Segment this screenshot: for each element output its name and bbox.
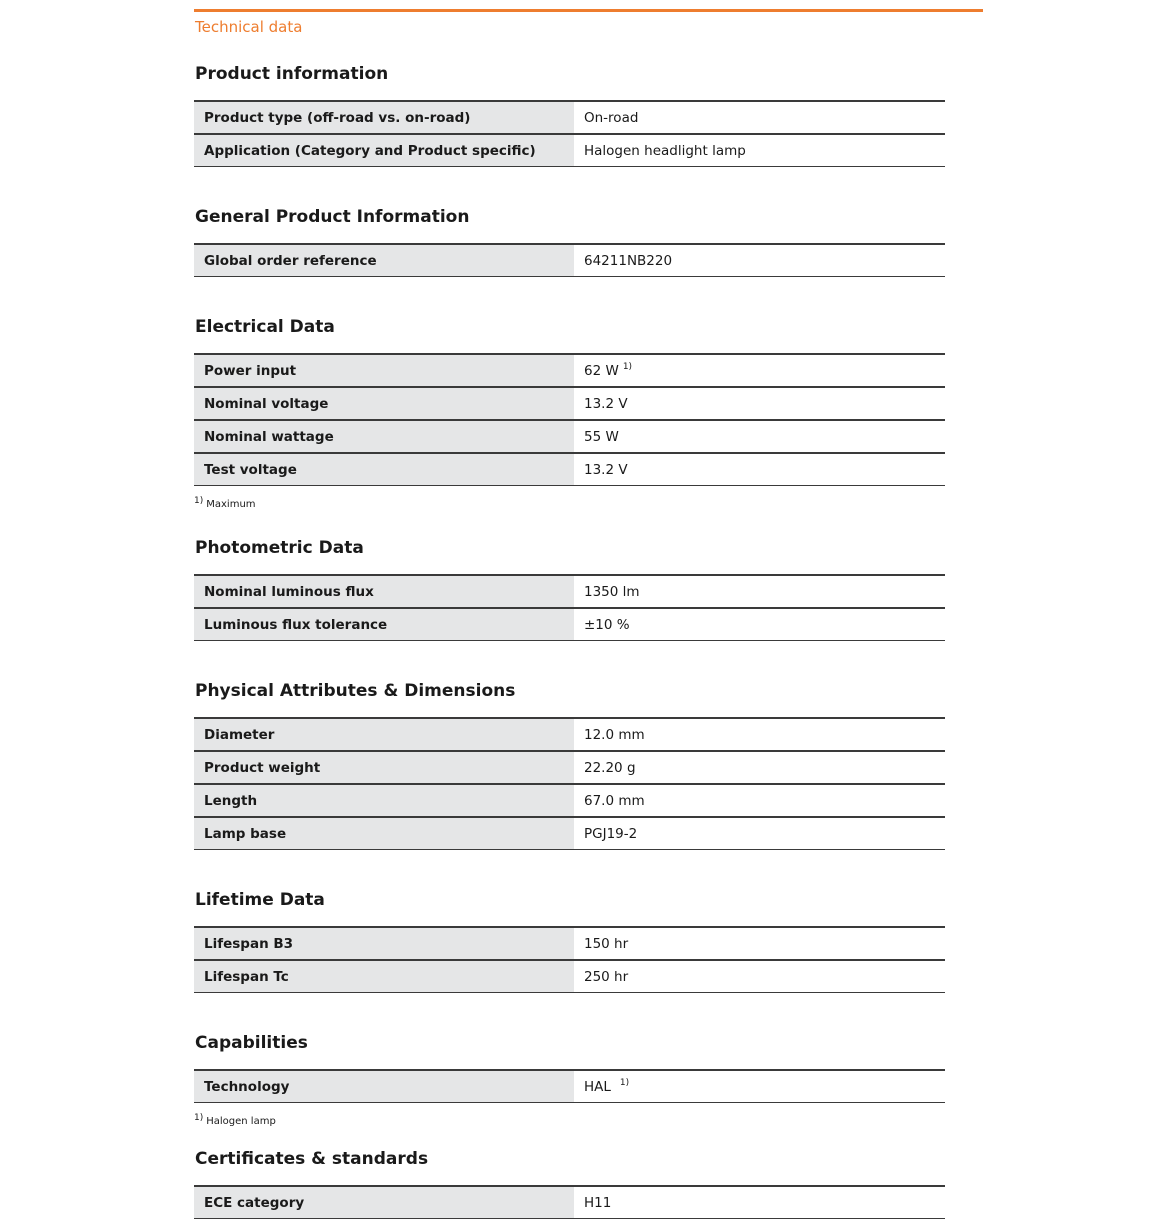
spec-label: Product weight xyxy=(194,751,574,784)
footnote-mark: 1) xyxy=(194,1113,204,1123)
spec-table xyxy=(194,100,945,167)
footnote-ref: 1) xyxy=(622,362,633,372)
spec-table xyxy=(194,926,945,993)
spec-table xyxy=(194,243,945,277)
table-row xyxy=(194,1186,945,1219)
technical-data-content xyxy=(194,62,945,1219)
spec-table xyxy=(194,717,945,850)
spec-label: Length xyxy=(194,784,574,817)
footnote xyxy=(194,1113,945,1127)
spec-value: 22.20 g xyxy=(574,751,945,784)
page-title: Technical data xyxy=(195,18,303,36)
accent-divider xyxy=(194,9,983,12)
spec-value: H11 xyxy=(574,1186,945,1219)
table-row xyxy=(194,244,945,277)
spec-value: 12.0 mm xyxy=(574,718,945,751)
table-row xyxy=(194,387,945,420)
spec-value: 64211NB220 xyxy=(574,244,945,277)
table-row xyxy=(194,453,945,486)
table-row xyxy=(194,608,945,641)
table-row xyxy=(194,927,945,960)
spec-label: Application (Category and Product specific) xyxy=(194,134,574,167)
spec-label: Technology xyxy=(194,1070,574,1103)
table-row xyxy=(194,718,945,751)
spec-label: ECE category xyxy=(194,1186,574,1219)
spec-label: Lamp base xyxy=(194,817,574,850)
footnote-text: Maximum xyxy=(206,499,256,510)
spec-label: Lifespan B3 xyxy=(194,927,574,960)
spec-value: On-road xyxy=(574,101,945,134)
section-capabilities xyxy=(194,1031,945,1127)
table-row xyxy=(194,101,945,134)
spec-label: Nominal voltage xyxy=(194,387,574,420)
table-row xyxy=(194,420,945,453)
table-row xyxy=(194,751,945,784)
section-physical-attributes xyxy=(194,679,945,850)
spec-table xyxy=(194,1069,945,1103)
spec-label: Nominal wattage xyxy=(194,420,574,453)
spec-table xyxy=(194,353,945,486)
spec-table xyxy=(194,574,945,641)
section-title: Electrical Data xyxy=(195,317,335,337)
section-lifetime-data xyxy=(194,888,945,993)
spec-label: Nominal luminous flux xyxy=(194,575,574,608)
spec-value: 13.2 V xyxy=(574,387,945,420)
section-electrical-data xyxy=(194,315,945,510)
section-product-information xyxy=(194,62,945,167)
spec-label: Diameter xyxy=(194,718,574,751)
spec-value xyxy=(574,354,945,387)
footnote-text: Halogen lamp xyxy=(206,1116,276,1127)
spec-value: 13.2 V xyxy=(574,453,945,486)
table-row xyxy=(194,575,945,608)
section-photometric-data xyxy=(194,536,945,641)
spec-value: 150 hr xyxy=(574,927,945,960)
spec-label: Test voltage xyxy=(194,453,574,486)
spec-label: Lifespan Tc xyxy=(194,960,574,993)
spec-value xyxy=(574,1070,945,1103)
table-row xyxy=(194,784,945,817)
spec-value: 1350 lm xyxy=(574,575,945,608)
section-title: Photometric Data xyxy=(195,538,364,558)
spec-value: 55 W xyxy=(574,420,945,453)
spec-value: PGJ19-2 xyxy=(574,817,945,850)
spec-label: Power input xyxy=(194,354,574,387)
table-row xyxy=(194,354,945,387)
value-text: HAL xyxy=(584,1079,611,1095)
footnote xyxy=(194,496,945,510)
spec-label: Luminous flux tolerance xyxy=(194,608,574,641)
spec-value: Halogen headlight lamp xyxy=(574,134,945,167)
section-title: Physical Attributes & Dimensions xyxy=(195,681,516,701)
table-row xyxy=(194,817,945,850)
table-row xyxy=(194,134,945,167)
footnote-ref: 1) xyxy=(619,1078,630,1088)
section-title: General Product Information xyxy=(195,207,470,227)
table-row xyxy=(194,1070,945,1103)
section-general-product-information xyxy=(194,205,945,277)
footnote-mark: 1) xyxy=(194,496,204,506)
section-title: Product information xyxy=(195,64,389,84)
spec-value: 67.0 mm xyxy=(574,784,945,817)
spec-table xyxy=(194,1185,945,1219)
spec-value: ±10 % xyxy=(574,608,945,641)
spec-label: Product type (off-road vs. on-road) xyxy=(194,101,574,134)
section-title: Capabilities xyxy=(195,1033,308,1053)
value-text: 62 W xyxy=(584,363,619,379)
spec-value: 250 hr xyxy=(574,960,945,993)
section-title: Certificates & standards xyxy=(195,1149,429,1169)
spec-label: Global order reference xyxy=(194,244,574,277)
section-title: Lifetime Data xyxy=(195,890,325,910)
section-certificates-standards xyxy=(194,1147,945,1219)
table-row xyxy=(194,960,945,993)
